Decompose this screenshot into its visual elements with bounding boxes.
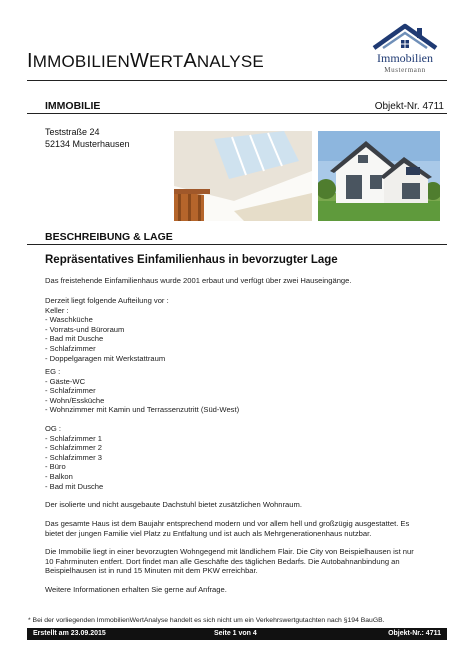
dachstuhl-paragraph: Der isolierte und nicht ausgebaute Dachstuhl bietet zusätzlichen Wohnraum. [45, 500, 302, 509]
list-line: Keller : [45, 305, 69, 315]
section-divider-beschreibung [27, 244, 447, 245]
footnote: * Bei der vorliegenden ImmobilienWertAnalyse handelt es sich nicht um ein Verkehrswertgutachten nach §194 BauGB. [28, 617, 385, 624]
paragraph-line: Das gesamte Haus ist dem Baujahr entsprechend modern und vor allem hell und großzügig ausgestattet. Es [45, 519, 410, 528]
list-line: EG : [45, 367, 61, 376]
list-line: - Bad mit Dusche [45, 481, 104, 491]
list-line: - Doppelgaragen mit Werkstattraum [45, 353, 166, 363]
lage-paragraph [45, 547, 445, 576]
list-line: - Wohn/Essküche [45, 395, 105, 405]
list-line: - Gäste-WC [45, 376, 86, 386]
list-line: - Schlafzimmer 2 [45, 443, 102, 453]
company-logo [366, 22, 444, 74]
paragraph-line: bietet der jungen Familie viel Platz zu Entfaltung und ist auch als Mehrgenerationenhaus nutzbar. [45, 528, 372, 538]
section-heading-immobilie: IMMOBILIE [45, 100, 101, 112]
list-line: - Wohnzimmer mit Kamin und Terrassenzutritt (Süd-West) [45, 405, 240, 415]
address-block [45, 126, 130, 150]
modern-paragraph [45, 519, 445, 538]
list-line: - Waschküche [45, 315, 93, 325]
list-line: - Vorrats-und Büroraum [45, 324, 125, 334]
layout-list-og [45, 424, 445, 491]
object-number: Objekt-Nr. 4711 [374, 101, 444, 112]
layout-list-keller [45, 296, 445, 363]
intro-paragraph: Das freistehende Einfamilienhaus wurde 2001 erbaut und verfügt über zwei Hauseingänge. [45, 276, 352, 285]
closing-paragraph: Weitere Informationen erhalten Sie gerne auf Anfrage. [45, 585, 227, 594]
list-line: - Schlafzimmer [45, 343, 96, 353]
footer-created-date: Erstellt am 23.09.2015 [33, 630, 106, 637]
section-divider-immobilie [27, 113, 447, 114]
property-headline: Repräsentatives Einfamilienhaus in bevorzugter Lage [45, 254, 338, 266]
list-line: - Schlafzimmer 3 [45, 452, 102, 462]
footer-object-number: Objekt-Nr.: 4711 [388, 630, 441, 637]
list-line: - Büro [45, 462, 66, 472]
paragraph-line: Die Immobilie liegt in einer bevorzugten Wohngegend mit ländlichem Flair. Die City von Beispielhausen ist nur [45, 547, 414, 556]
exterior-photo [318, 131, 440, 221]
document-title: IMMOBILIENWERTANALYSE [27, 50, 264, 72]
house-roof-icon [372, 22, 438, 52]
interior-photo [174, 131, 312, 221]
list-line: OG : [45, 424, 62, 433]
logo-owner-text: Mustermann [384, 66, 426, 74]
paragraph-line: 10 Fahrminuten entfert. Dort findet man alle Geschäfte des täglichen Bedarfs. Die Autobahnanbindung an [45, 556, 400, 566]
paragraph-line: Beispielhausen ist in rund 15 Minuten mit dem PKW erreichbar. [45, 566, 258, 576]
list-line: - Schlafzimmer [45, 386, 96, 396]
layout-list-eg [45, 367, 445, 415]
page-footer [27, 628, 447, 640]
address-street: Teststraße 24 [45, 127, 100, 137]
header-divider [27, 80, 447, 81]
section-heading-beschreibung: BESCHREIBUNG & LAGE [45, 231, 173, 243]
list-line: - Balkon [45, 471, 73, 481]
list-line: - Schlafzimmer 1 [45, 433, 102, 443]
address-city: 52134 Musterhausen [45, 139, 130, 149]
footer-page-number: Seite 1 von 4 [214, 630, 257, 637]
list-line: - Bad mit Dusche [45, 334, 104, 344]
logo-brand-text: Immobilien [377, 51, 433, 65]
list-line: Derzeit liegt folgende Aufteilung vor : [45, 296, 169, 305]
